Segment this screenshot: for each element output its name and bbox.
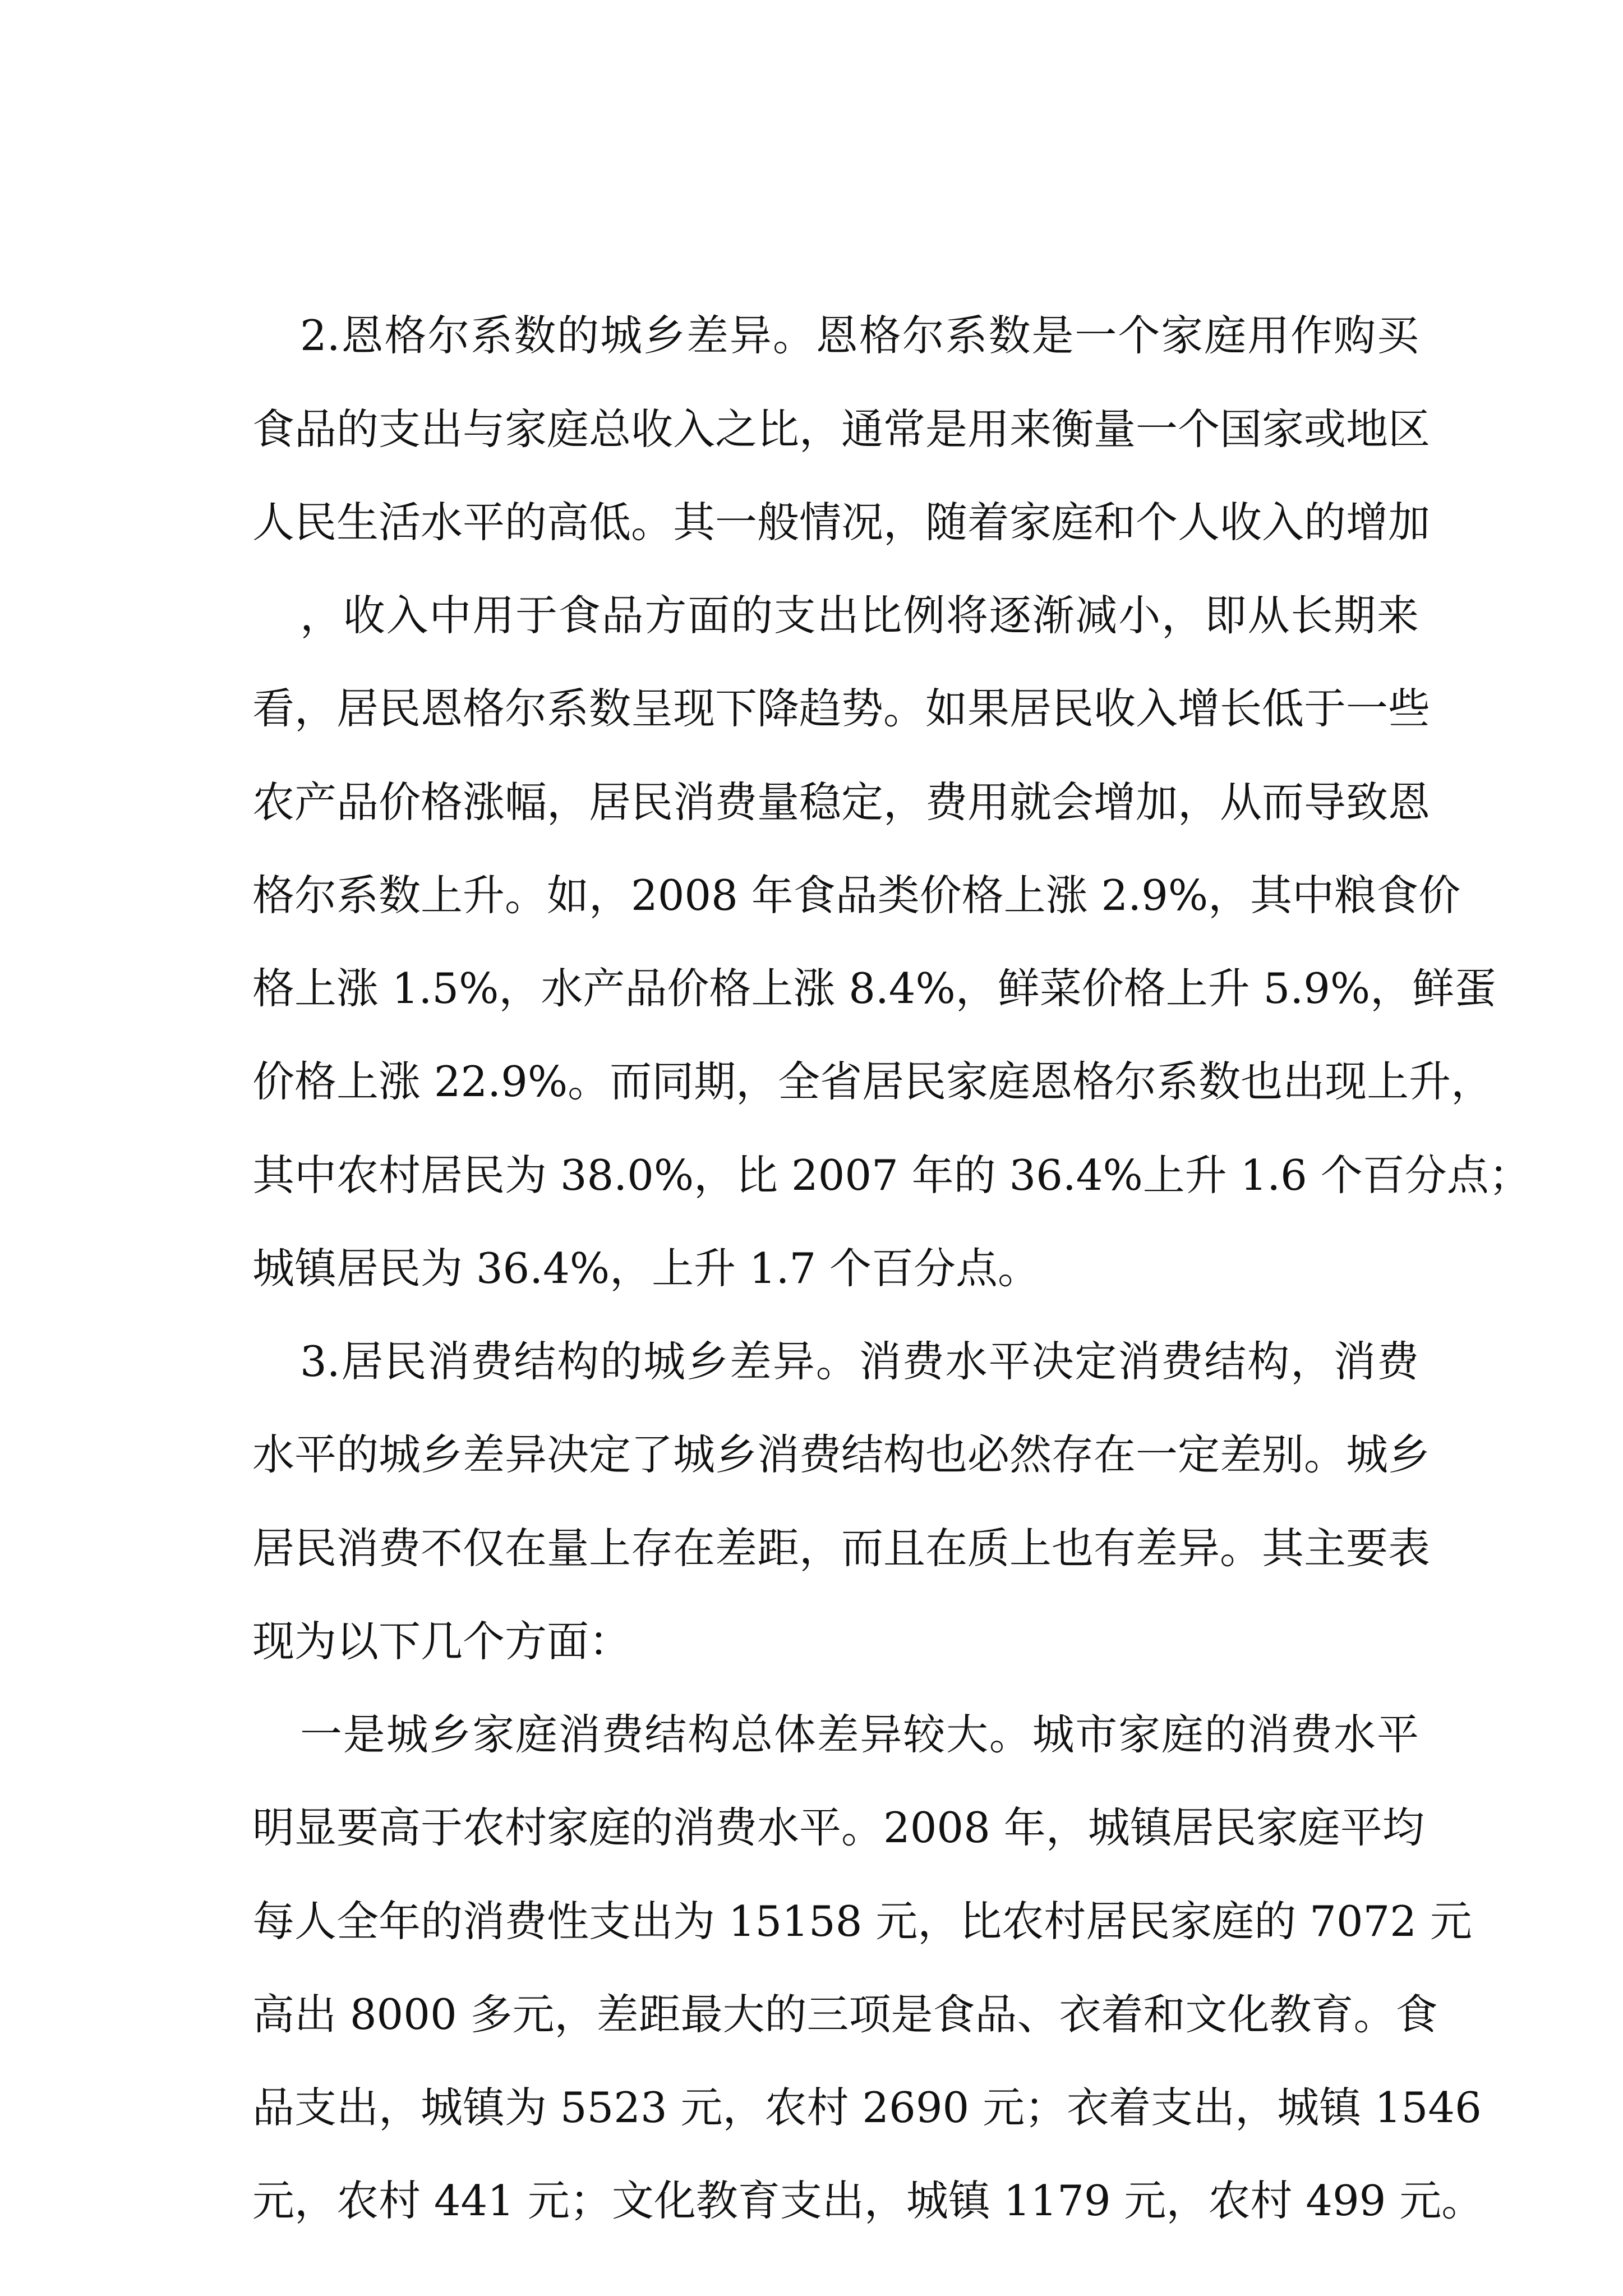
paragraph-line: 城镇居民为 36.4%，上升 1.7 个百分点。 (252, 1244, 1040, 1293)
paragraph-line: 每人全年的消费性支出为 15158 元，比农村居民家庭的 7072 元 (252, 1897, 1472, 1946)
paragraph-line: ，收入中用于食品方面的支出比例将逐渐减小，即从长期来 (300, 591, 1419, 640)
paragraph-line: 居民消费不仅在量上存在差距，而且在质上也有差异。其主要表 (252, 1524, 1431, 1573)
paragraph-line: 格上涨 1.5%，水产品价格上涨 8.4%，鲜菜价格上升 5.9%，鲜蛋 (252, 964, 1497, 1013)
paragraph-line: 水平的城乡差异决定了城乡消费结构也必然存在一定差别。城乡 (252, 1430, 1431, 1479)
paragraph-line: 现为以下几个方面： (252, 1617, 631, 1666)
paragraph-line: 品支出，城镇为 5523 元，农村 2690 元；衣着支出，城镇 1546 (252, 2083, 1482, 2132)
paragraph-line: 看，居民恩格尔系数呈现下降趋势。如果居民收入增长低于一些 (252, 684, 1431, 733)
paragraph-line: 一是城乡家庭消费结构总体差异较大。城市家庭的消费水平 (300, 1710, 1419, 1759)
paragraph-line: 人民生活水平的高低。其一般情况，随着家庭和个人收入的增加 (252, 498, 1431, 547)
paragraph-line: 明显要高于农村家庭的消费水平。2008 年，城镇居民家庭平均 (252, 1803, 1424, 1852)
paragraph-line: 2.恩格尔系数的城乡差异。恩格尔系数是一个家庭用作购买 (300, 311, 1419, 360)
paragraph-line: 高出 8000 多元，差距最大的三项是食品、衣着和文化教育。食 (252, 1990, 1438, 2039)
paragraph-line: 格尔系数上升。如，2008 年食品类价格上涨 2.9%，其中粮食价 (252, 871, 1461, 920)
paragraph-line: 3.居民消费结构的城乡差异。消费水平决定消费结构，消费 (300, 1337, 1419, 1386)
paragraph-line: 食品的支出与家庭总收入之比，通常是用来衡量一个国家或地区 (252, 404, 1431, 454)
paragraph-line: 价格上涨 22.9%。而同期，全省居民家庭恩格尔系数也出现上升， (252, 1057, 1493, 1106)
paragraph-line: 元，农村 441 元；文化教育支出，城镇 1179 元，农村 499 元。 (252, 2176, 1484, 2225)
paragraph-line: 其中农村居民为 38.0%，比 2007 年的 36.4%上升 1.6 个百分点； (252, 1151, 1531, 1200)
paragraph-line: 农产品价格涨幅，居民消费量稳定，费用就会增加，从而导致恩 (252, 777, 1431, 827)
